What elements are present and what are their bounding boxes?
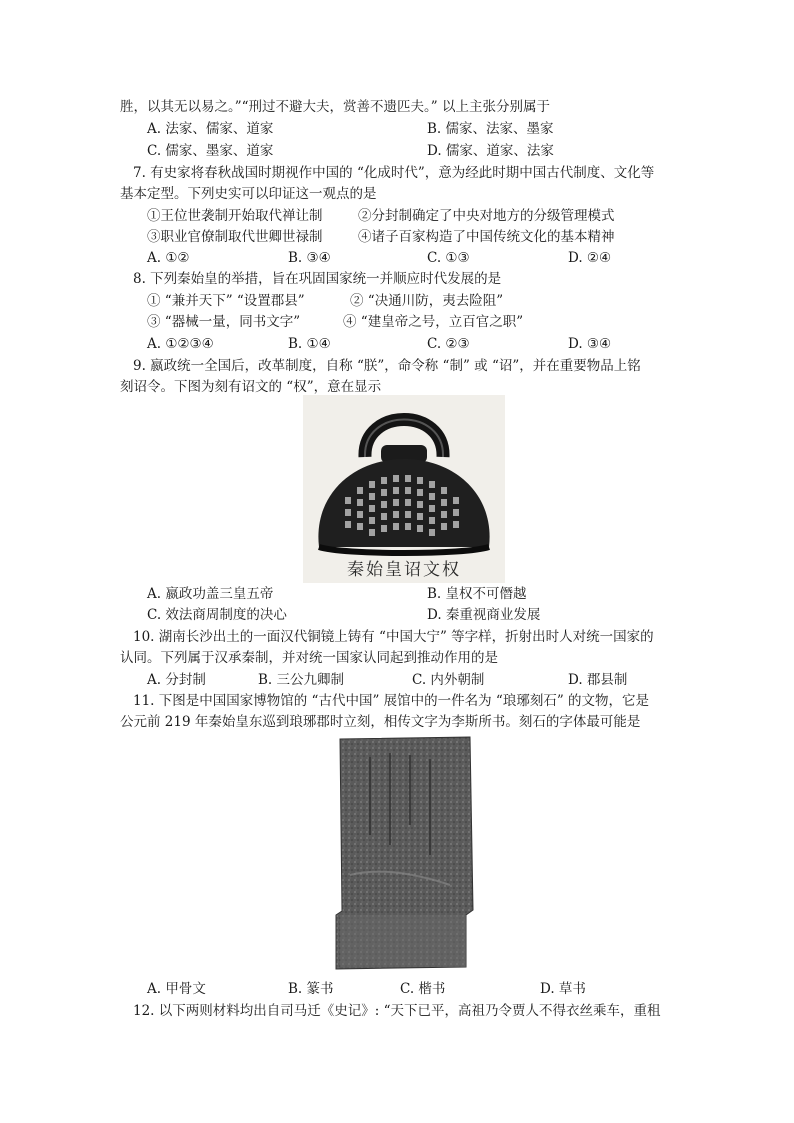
q8-option-d: D. ③④	[568, 336, 612, 352]
q9-option-d: D. 秦重视商业发展	[427, 607, 541, 623]
q8-statement-3: ③ “器械一量，同书文字”	[147, 314, 301, 330]
q10-stem-line1: 10. 湖南长沙出土的一面汉代铜镜上铸有 “中国大宁” 等字样，折射出时人对统一国家的	[133, 629, 654, 645]
q11-stem-line1: 11. 下图是中国国家博物馆的 “古代中国” 展馆中的一件名为 “琅琊刻石” 的文物，它是	[133, 693, 650, 709]
q7-option-b: B. ③④	[288, 250, 331, 266]
q11-option-d: D. 草书	[540, 981, 586, 997]
q9-option-b: B. 皇权不可僭越	[427, 586, 527, 602]
q6-option-d: D. 儒家、道家、法家	[427, 143, 554, 159]
q8-statement-1: ① “兼并天下” “设置郡县”	[147, 293, 305, 309]
q6-option-b: B. 儒家、法家、墨家	[427, 121, 554, 137]
q6-option-c: C. 儒家、墨家、道家	[147, 143, 274, 159]
q9-stem-line2: 刻诏令。下图为刻有诏文的 “权”，意在显示	[120, 379, 382, 395]
q7-statement-3: ③职业官僚制取代世卿世禄制	[147, 229, 323, 245]
q7-option-c: C. ①③	[427, 250, 470, 266]
q7-stem-line2: 基本定型。下列史实可以印证这一观点的是	[120, 186, 377, 202]
q8-option-c: C. ②③	[427, 336, 470, 352]
qin-weight-caption: 秦始皇诏文权	[347, 560, 461, 580]
q7-stem-line1: 7. 有史家将春秋战国时期视作中国的 “化成时代”，意为经此时期中国古代制度、文化等	[133, 165, 655, 181]
q10-option-a: A. 分封制	[147, 672, 206, 688]
q11-stem-line2: 公元前 219 年秦始皇东巡到琅琊郡时立刻，相传文字为李斯所书。刻石的字体最可能是	[120, 714, 641, 730]
qin-weight-figure	[303, 395, 505, 583]
q10-option-d: D. 郡县制	[568, 672, 628, 688]
q10-option-c: C. 内外朝制	[412, 672, 485, 688]
q8-statement-4: ④ “建皇帝之号，立百官之职”	[343, 314, 524, 330]
q11-option-a: A. 甲骨文	[147, 981, 206, 997]
q6-stem-cont: 胜，以其无以易之。”“刑过不避大夫，赏善不遗匹夫。” 以上主张分别属于	[120, 99, 550, 115]
q7-statement-4: ④诸子百家构造了中国传统文化的基本精神	[358, 229, 615, 245]
q10-stem-line2: 认同。下列属于汉承秦制，并对统一国家认同起到推动作用的是	[120, 650, 498, 666]
q11-option-b: B. 篆书	[288, 981, 334, 997]
q11-option-c: C. 楷书	[400, 981, 446, 997]
q7-statement-2: ②分封制确定了中央对地方的分级管理模式	[358, 208, 615, 224]
q8-stem: 8. 下列秦始皇的举措，旨在巩固国家统一并顺应时代发展的是	[133, 271, 502, 287]
q8-statement-2: ② “决通川防，夷去险阻”	[350, 293, 504, 309]
q9-option-c: C. 效法商周制度的决心	[147, 607, 287, 623]
q8-option-a: A. ①②③④	[147, 336, 214, 352]
langya-stone-figure	[330, 735, 478, 973]
q12-stem-line1: 12. 以下两则材料均出自司马迁《史记》: “天下已平，高祖乃令贾人不得衣丝乘车，重租	[133, 1003, 661, 1019]
langya-stone-image	[330, 735, 478, 973]
q9-option-a: A. 嬴政功盖三皇五帝	[147, 586, 274, 602]
q7-option-a: A. ①②	[147, 250, 190, 266]
q7-option-d: D. ②④	[568, 250, 612, 266]
q6-option-a: A. 法家、儒家、道家	[147, 121, 274, 137]
q7-statement-1: ①王位世袭制开始取代禅让制	[147, 208, 323, 224]
q10-option-b: B. 三公九卿制	[258, 672, 345, 688]
q9-stem-line1: 9. 嬴政统一全国后，改革制度，自称 “朕”，命令称 “制” 或 “诏”，并在重要物品上铭	[133, 358, 641, 374]
q8-option-b: B. ①④	[288, 336, 331, 352]
